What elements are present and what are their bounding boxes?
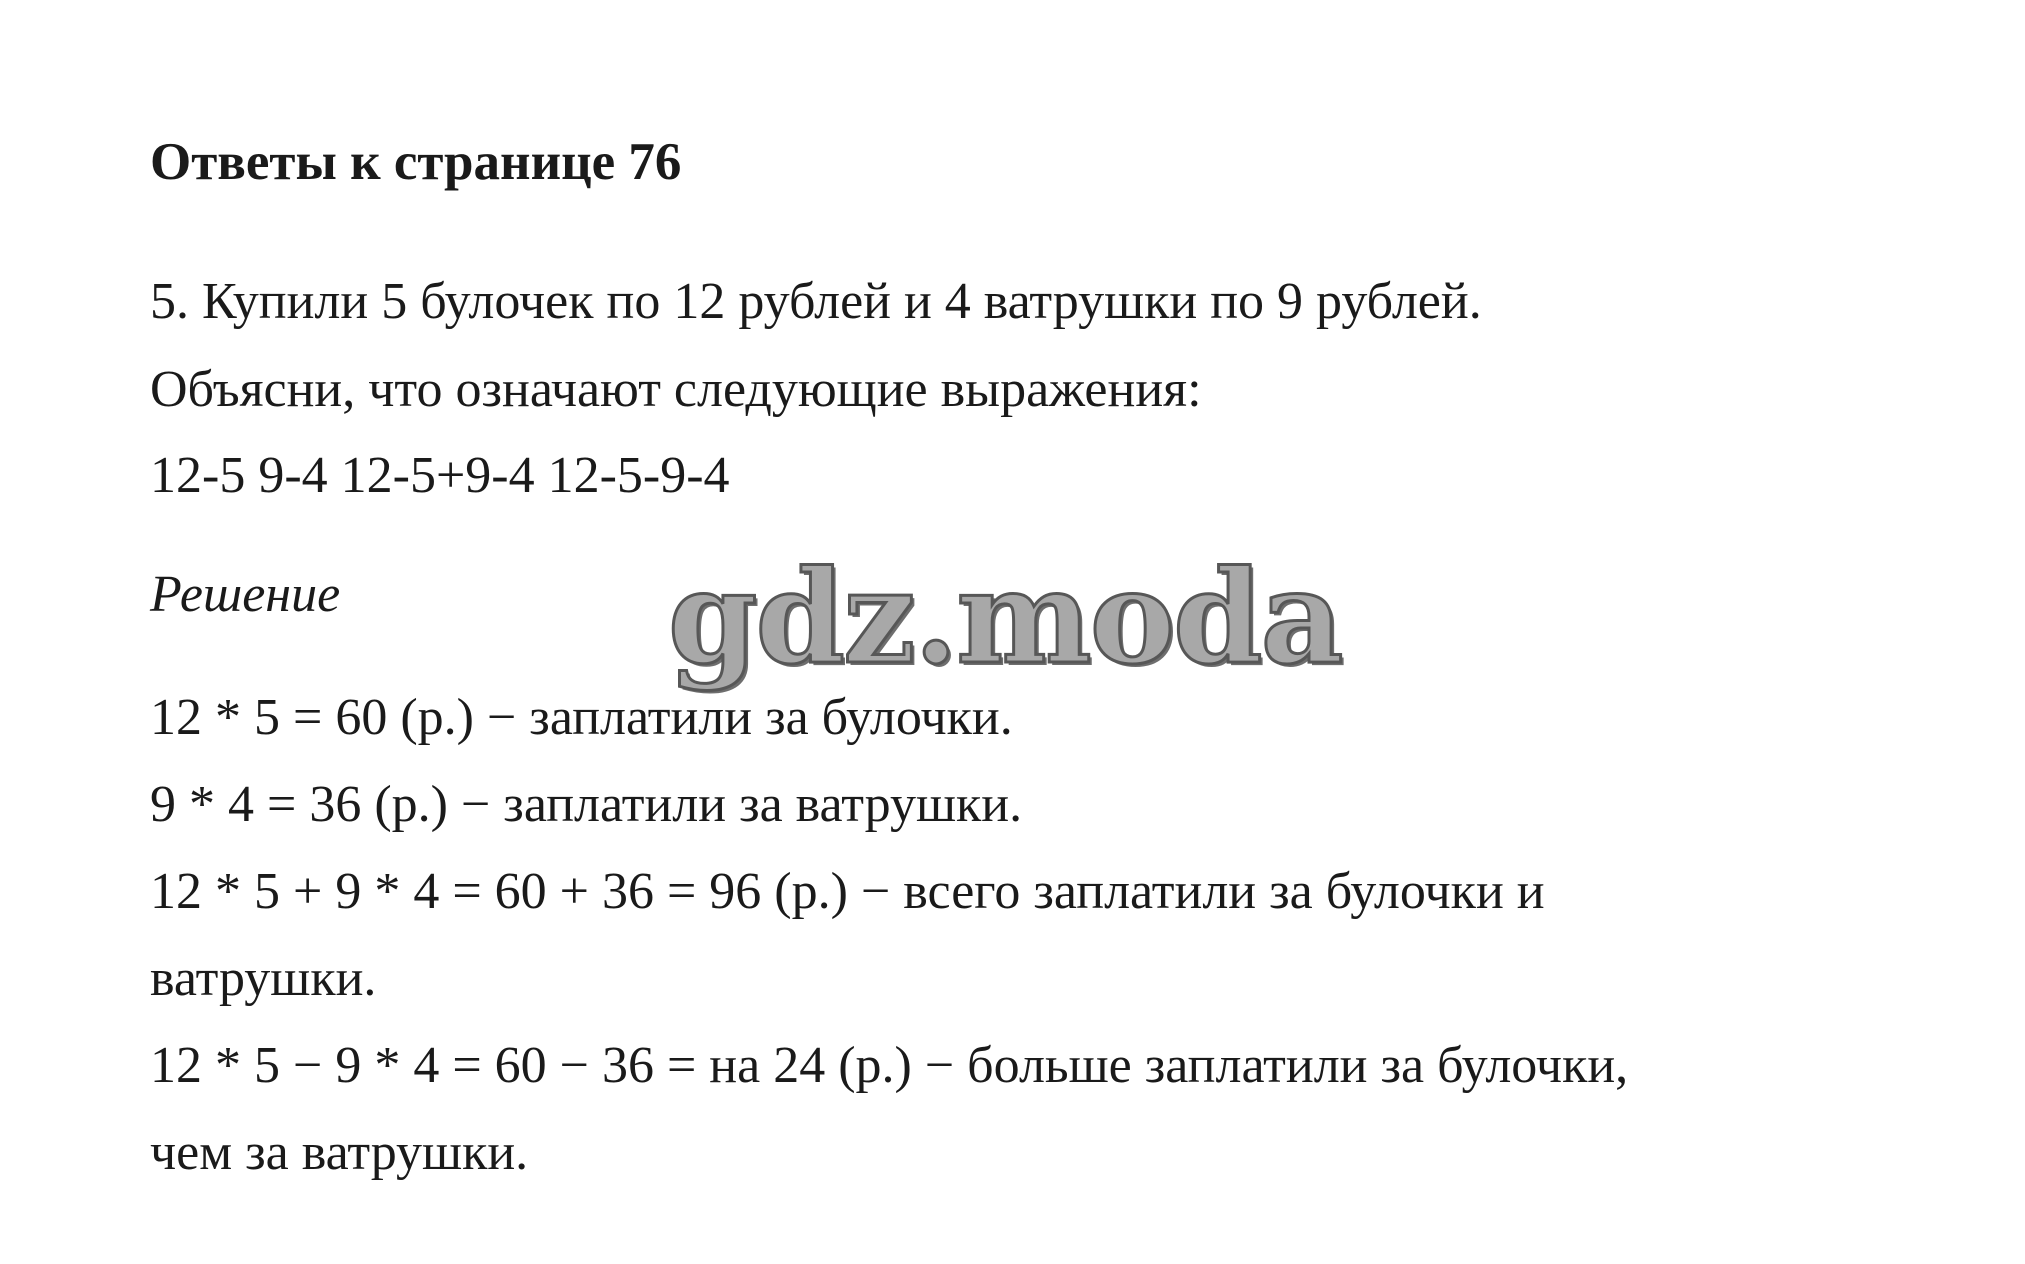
solution-line-1: 12 * 5 = 60 (р.) − заплатили за булочки. [150, 689, 1013, 746]
page-title: Ответы к странице 76 [150, 133, 682, 191]
task-line-2: Объясни, что означают следующие выражения: [150, 361, 1202, 418]
solution-line-2: 9 * 4 = 36 (р.) − заплатили за ватрушки. [150, 776, 1023, 833]
task-line-1: 5. Купили 5 булочек по 12 рублей и 4 ватрушки по 9 рублей. [150, 273, 1482, 330]
solution-heading: Решение [150, 566, 341, 623]
solution-line-4: ватрушки. [150, 950, 377, 1007]
solution-line-6: чем за ватрушки. [150, 1124, 529, 1181]
watermark-logo: gdz.moda [668, 543, 1342, 693]
solution-line-3: 12 * 5 + 9 * 4 = 60 + 36 = 96 (р.) − всего заплатили за булочки и [150, 863, 1545, 920]
task-expressions: 12-5 9-4 12-5+9-4 12-5-9-4 [150, 447, 730, 504]
solution-line-5: 12 * 5 − 9 * 4 = 60 − 36 = на 24 (р.) − больше заплатили за булочки, [150, 1037, 1629, 1094]
